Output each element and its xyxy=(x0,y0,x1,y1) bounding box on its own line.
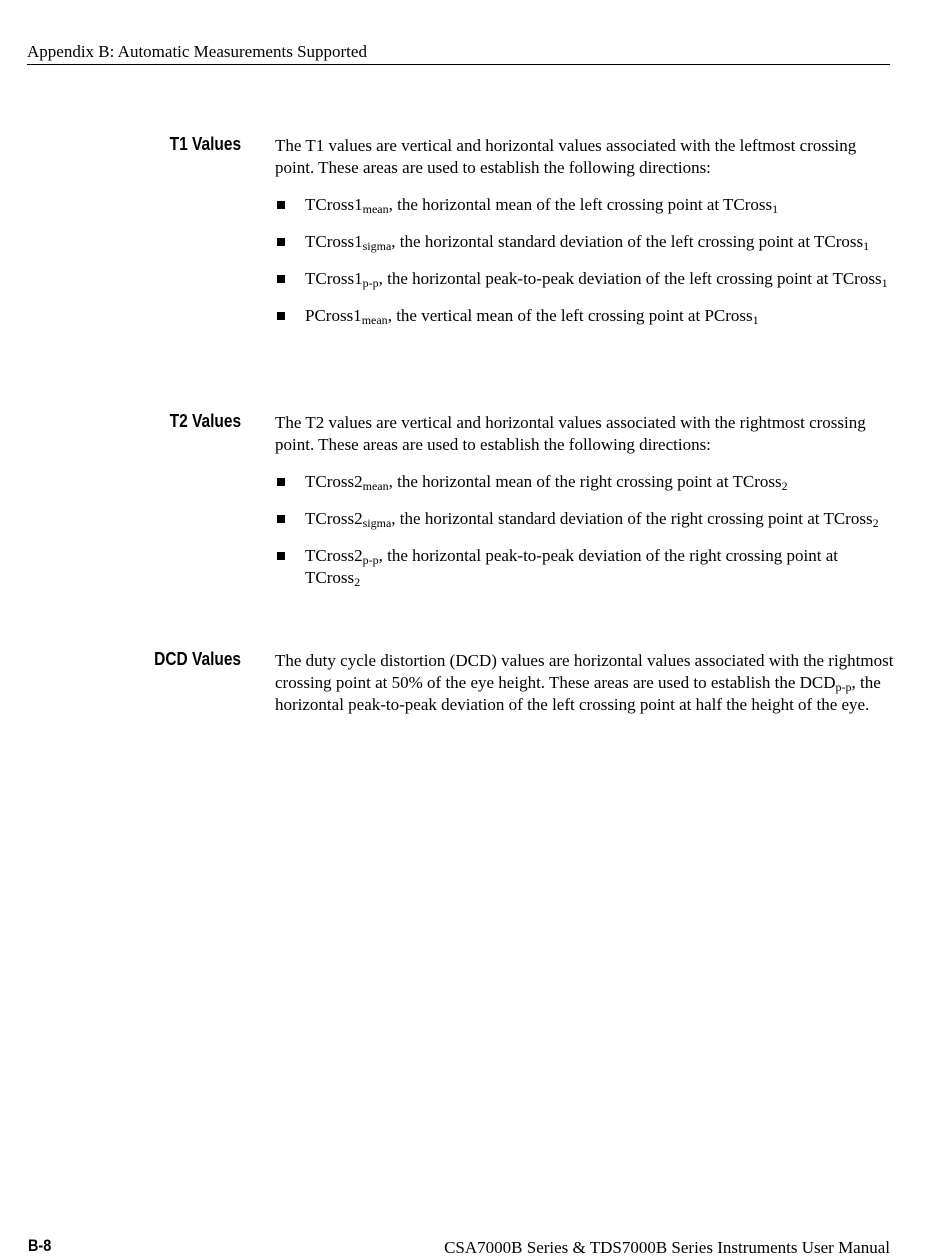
square-bullet-icon xyxy=(277,515,285,523)
list-item: $TCross1_{mean}$, the horizontal mean of the left crossing point at TCross$_1$ xyxy=(275,194,895,216)
list-item: $TCross1_{p-p}$, the horizontal peak-to-peak deviation of the left crossing point at TCross$_1$ xyxy=(275,268,895,290)
section-heading-t1: T1 Values xyxy=(169,134,241,154)
list-item: $PCross1_{mean}$, the vertical mean of the left crossing point at PCross$_1$ xyxy=(275,305,895,327)
list-item: $TCross1_{sigma}$, the horizontal standard deviation of the left crossing point at TCross$_1$ xyxy=(275,231,895,253)
running-header: Appendix B: Automatic Measurements Supported xyxy=(27,42,890,65)
t1-bullet-list xyxy=(275,194,895,327)
manual-title: CSA7000B Series & TDS7000B Series Instruments User Manual xyxy=(444,1238,890,1257)
t2-bullet-list xyxy=(275,471,895,589)
square-bullet-icon xyxy=(277,552,285,560)
list-item: $TCross2_{sigma}$, the horizontal standard deviation of the right crossing point at TCross$_2$ xyxy=(275,508,895,530)
square-bullet-icon xyxy=(277,275,285,283)
list-item: $TCross2_{mean}$, the horizontal mean of the right crossing point at TCross$_2$ xyxy=(275,471,895,493)
square-bullet-icon xyxy=(277,238,285,246)
square-bullet-icon xyxy=(277,201,285,209)
section-body-t2 xyxy=(275,412,895,589)
t2-intro-paragraph: The T2 values are vertical and horizontal values associated with the rightmost crossing point. These areas are used to establish the following directions: xyxy=(275,413,866,454)
section-heading-t2: T2 Values xyxy=(169,411,241,431)
section-body-t1 xyxy=(275,135,895,327)
square-bullet-icon xyxy=(277,478,285,486)
t1-intro-paragraph: The T1 values are vertical and horizontal values associated with the leftmost crossing point. These areas are used to establish the following directions: xyxy=(275,136,857,177)
list-item: $TCross2_{p-p}$, the horizontal peak-to-peak deviation of the right crossing point at TCross$_2$ xyxy=(275,545,895,589)
dcd-paragraph: The duty cycle distortion (DCD) values are horizontal values associated with the rightmost crossing point at 50% of the eye height. These areas are used to establish the $DCD_{p-p}$, the horizontal peak-to-peak deviation of the left crossing point at half the height of the eye. xyxy=(275,651,894,714)
section-heading-dcd: DCD Values xyxy=(154,649,241,669)
section-body-dcd xyxy=(275,650,895,716)
square-bullet-icon xyxy=(277,312,285,320)
page-number: B-8 xyxy=(28,1236,52,1255)
